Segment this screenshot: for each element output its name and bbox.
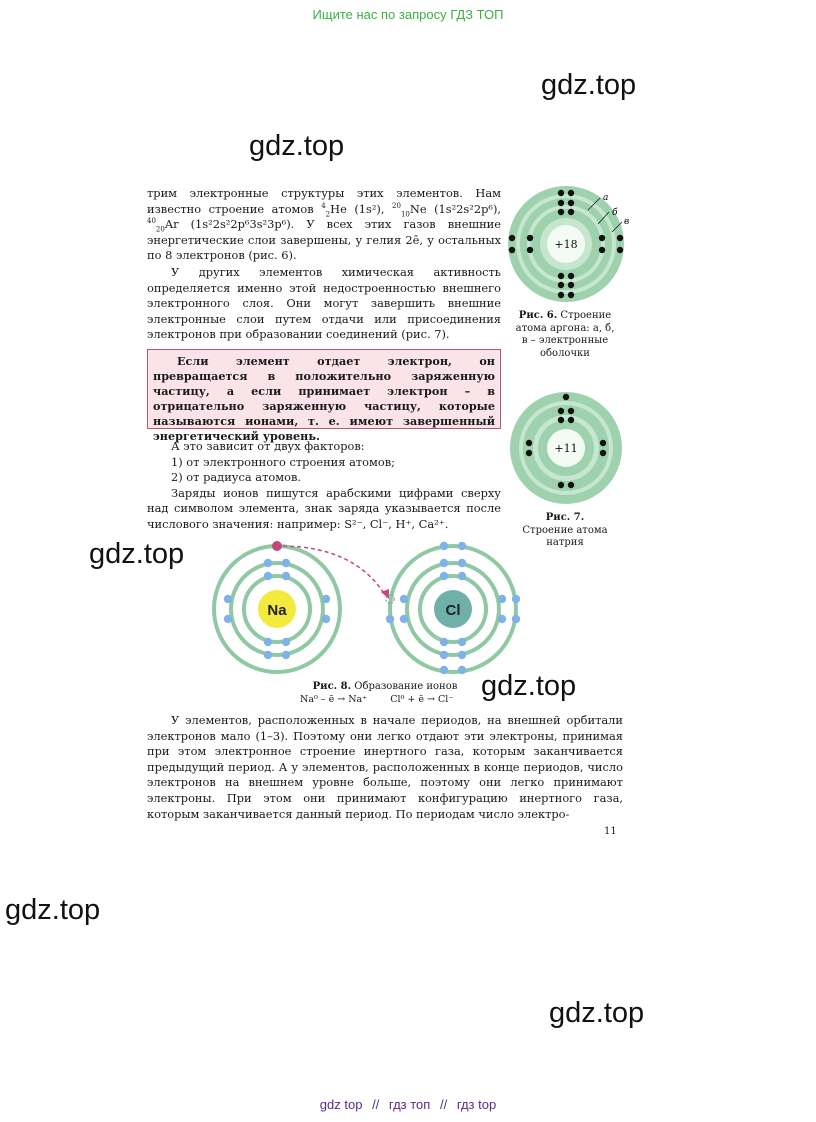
paragraph-2 bbox=[147, 265, 501, 343]
shell-label-v: в bbox=[624, 217, 630, 227]
fig8-caption-title: Рис. 8. bbox=[312, 681, 352, 692]
shell-label-a: а bbox=[603, 193, 609, 203]
ion-formation-diagram bbox=[205, 537, 530, 677]
watermark: gdz.top bbox=[5, 894, 101, 926]
factors-block bbox=[147, 439, 501, 533]
fig6-caption-text: Строение атома аргона: а, б, в – электронные оболочки bbox=[515, 310, 615, 359]
fig7-caption-text: Строение атома натрия bbox=[522, 524, 608, 548]
moving-electron bbox=[272, 541, 282, 551]
sodium-atom-diagram bbox=[509, 391, 625, 507]
footer-link-1[interactable]: gdz top bbox=[319, 1097, 363, 1112]
rule-box bbox=[147, 349, 501, 443]
factor-1: 1) от электронного строения атомов; bbox=[171, 454, 395, 469]
watermark: gdz.top bbox=[481, 670, 577, 702]
cl-ion-equation: Cl⁰ + ē → Cl⁻ bbox=[390, 694, 454, 705]
p1-text-a: трим электронные структуры этих элементов. Нам известно строение атомов bbox=[147, 186, 501, 216]
footer-links bbox=[0, 1097, 816, 1112]
watermark: gdz.top bbox=[549, 997, 645, 1029]
ar-formula: Ar bbox=[164, 217, 179, 232]
watermark: gdz.top bbox=[541, 69, 637, 101]
footer-separator: // bbox=[372, 1097, 380, 1112]
ne-formula: Ne (1s²2s²2p⁶), bbox=[409, 201, 502, 216]
ion-equations bbox=[300, 694, 470, 705]
paragraph-7 bbox=[147, 713, 623, 822]
footer-link-3[interactable]: гдз top bbox=[456, 1097, 497, 1112]
shell-label-b: б bbox=[612, 208, 618, 218]
p2-text: У других элементов химическая активность определяется именно этой недостроенностью внешнего электронного слоя. Они могут завершить внешние электронные слои путем отдачи или присоединения электронов при образовании соединений (рис. 7). bbox=[147, 265, 501, 342]
cl-symbol: Cl bbox=[445, 602, 461, 619]
page-number: 11 bbox=[604, 826, 617, 837]
search-prompt-link[interactable]: Ищите нас по запросу ГДЗ ТОП bbox=[312, 7, 504, 22]
fig6-caption-title: Рис. 6. bbox=[518, 310, 558, 321]
na-ion-equation: Na⁰ – ē → Na⁺ bbox=[300, 694, 368, 705]
factor-2: 2) от радиуса атомов. bbox=[171, 470, 301, 485]
sodium-nucleus-label: +11 bbox=[554, 442, 578, 455]
fig8-caption bbox=[300, 681, 470, 694]
cl-atom bbox=[386, 542, 520, 674]
rule-text: Если элемент отдает электрон, он превращается в положительно заряженную частицу, а если принимает электрон – в отрицательно заряженную частицу, которые называются ионами, т. е. имеют завершенный энергетический уровень. bbox=[153, 354, 495, 443]
na-atom bbox=[214, 541, 340, 672]
watermark: gdz.top bbox=[89, 538, 185, 570]
paragraph-1: трим электронные структуры этих элементов. Нам известно строение атомов $^4_2$He (1s²), $^{20}_{10}$Ne (1s²2s²2p⁶), $^{40}_{20}$Ar (1s²2s²2p⁶3s²3p⁶). У всех этих газов внешние энергетические слои завершены, у гелия 2ē, у остальных по 8 электронов (рис. 6). bbox=[147, 186, 502, 263]
fig8-caption-text: Образование ионов bbox=[354, 681, 458, 692]
argon-atom-diagram bbox=[502, 186, 632, 306]
factors-intro: А это зависит от двух факторов: bbox=[171, 439, 365, 453]
fig6-caption bbox=[515, 310, 615, 360]
fig7-caption-title: Рис. 7. bbox=[545, 512, 585, 523]
p1-text-b: (1s²2s²2p⁶3s²3p⁶). У всех этих газов внешние энергетические слои завершены, у гелия 2ē, у остальных по 8 электронов (рис. 6). bbox=[147, 217, 502, 263]
fig7-caption bbox=[515, 512, 615, 550]
footer-link-2[interactable]: гдз топ bbox=[388, 1097, 431, 1112]
watermark: gdz.top bbox=[249, 130, 345, 162]
p7-text: У элементов, расположенных в начале периодов, на внешней орбитали электронов мало (1–3). Поэтому они легко отдают эти электроны, принимая при этом электронное строение инертного газа, которым заканчивается предыдущий период. А у элементов, расположенных в конце периодов, число электронов на внешнем уровне больше, поэтому они легко принимают электроны. При этом они принимают конфигурацию инертного газа, которым заканчивается данный период. По периодам число электро- bbox=[147, 713, 623, 821]
na-symbol: Na bbox=[267, 602, 287, 619]
argon-nucleus-label: +18 bbox=[554, 238, 578, 251]
ion-charge-text: Заряды ионов пишутся арабскими цифрами сверху над символом элемента, знак заряда указывается после числового значения: например: S²⁻, Cl⁻, H⁺, Ca²⁺. bbox=[147, 485, 501, 531]
footer-separator: // bbox=[439, 1097, 448, 1112]
he-formula: He (1s²), bbox=[330, 201, 385, 216]
